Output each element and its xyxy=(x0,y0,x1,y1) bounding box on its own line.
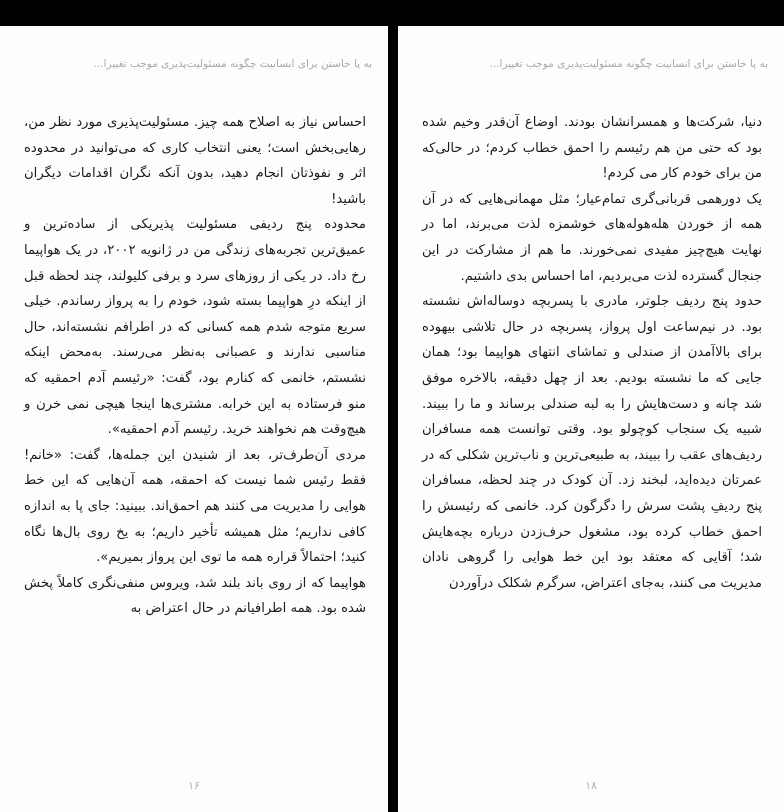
left-page[interactable] xyxy=(0,0,388,812)
top-bar xyxy=(398,0,784,26)
right-page[interactable] xyxy=(398,0,784,812)
running-head: به پا خاستن برای انسانیت چگونه مسئولیت‌پذیری موجب تغییرا... xyxy=(489,58,768,70)
paragraph: احساس نیاز به اصلاح همه چیز. مسئولیت‌پذیری مورد نظر من، رهایی‌بخش است؛ یعنی انتخاب کاری که می‌توانید در محدوده اثر و نفوذتان انجام دهید، بدون آنکه نگران اقدامات دیگران باشید! xyxy=(24,115,366,207)
paragraph: مردی آن‌طرف‌تر، بعد از شنیدن این جمله‌ها، گفت: «خانم! فقط رئیس شما نیست که احمقه، همه آن‌هایی که این خط هوایی را مدیریت می کنند هم احمق‌اند. ببینید: جای پا به اندازه کافی نداریم؛ مثل همیشه تأخیر داریم؛ به یخ روی بال‌ها نگاه کنید؛ احتمالاً قراره همه ما توی این پرواز بمیریم». xyxy=(24,447,366,566)
page-number: ۱۸ xyxy=(585,779,597,792)
paragraph: محدوده پنج ردیفی مسئولیت پذیریکی از ساده‌ترین و عمیق‌ترین تجربه‌های زندگی من در ژانویه ۲۰۰۲، در یک هواپیما رخ داد. در یکی از روزهای سرد و برفی کلیولند، چند لحظه قبل از اینکه درِ هواپیما بسته شود، خودم را به پرواز رساندم. خیلی سریع متوجه شدم همه کسانی که در اطرافم نشسته‌اند، حال مناسبی ندارند و عصبانی به‌نظر می‌رسند. به‌محض اینکه نشستم، خانمی که کنارم بود، گفت: «رئیسم آدم احمقیه که منو فرستاده به این خرابه. مشتری‌ها اینجا هیچی نمی خرن و هیچ‌وقت هم نخواهند خرید. رئیسم آدم احمقیه». xyxy=(24,217,366,438)
page-body-text xyxy=(24,110,366,622)
paragraph: هواپیما که از روی باند بلند شد، ویروس منفی‌نگری کاملاً پخش شده بود. همه اطرافیانم در حال اعتراض به xyxy=(24,575,366,617)
page-number: ۱۶ xyxy=(188,779,200,792)
page-body-text xyxy=(422,110,762,596)
paragraph: یک دورهمی قربانی‌گری تمام‌عیار؛ مثل مهمانی‌هایی که در آن همه از خوردن هله‌هوله‌های خوشمزه لذت می‌برند، اما در نهایت هیچ‌چیز مفیدی نمی‌خورند. ما هم از مشارکت در این جنجال گسترده لذت می‌بردیم، اما احساس بدی داشتیم. xyxy=(422,191,762,284)
paragraph: حدود پنج ردیف جلوتر، مادری با پسربچه دوساله‌اش نشسته بود. در نیم‌ساعت اول پرواز، پسربچه در حال تلاشی بیهوده برای بالاآمدن از صندلی و تماشای انتهای هواپیما بود؛ همان جایی که ما نشسته بودیم. بعد از چهل دقیقه، بالاخره موفق شد چانه و دست‌هایش را به لبه صندلی برساند و ما را ببیند. شبیه یک سنجاب کوچولو بود. وقتی توانست همه مسافران ردیف‌های عقب را ببیند، به طبیعی‌ترین و ناب‌ترین شکلی که در عمرتان دیده‌اید، لبخند زد. آن کودک در چند لحظه، مسافران پنج ردیفِ پشت سرش را دگرگون کرد. خانمی که رئیسش را احمق خطاب کرده بود، مشغول حرف‌زدن درباره بچه‌هایش شد؛ آقایی که معتقد بود این خط هوایی را گروهی نادان مدیریت می کنند، به‌جای اعتراض، سرگرم شکلک درآوردن xyxy=(422,294,762,591)
running-head: به پا خاستن برای انسانیت چگونه مسئولیت‌پذیری موجب تغییرا... xyxy=(93,58,372,70)
top-bar xyxy=(0,0,388,26)
paragraph: دنیا، شرکت‌ها و همسرانشان بودند. اوضاع آن‌قدر وخیم شده بود که حتی من هم رئیسم را احمق خطاب کردم؛ در حالی‌که من برای خودم کار می کردم! xyxy=(422,115,762,182)
